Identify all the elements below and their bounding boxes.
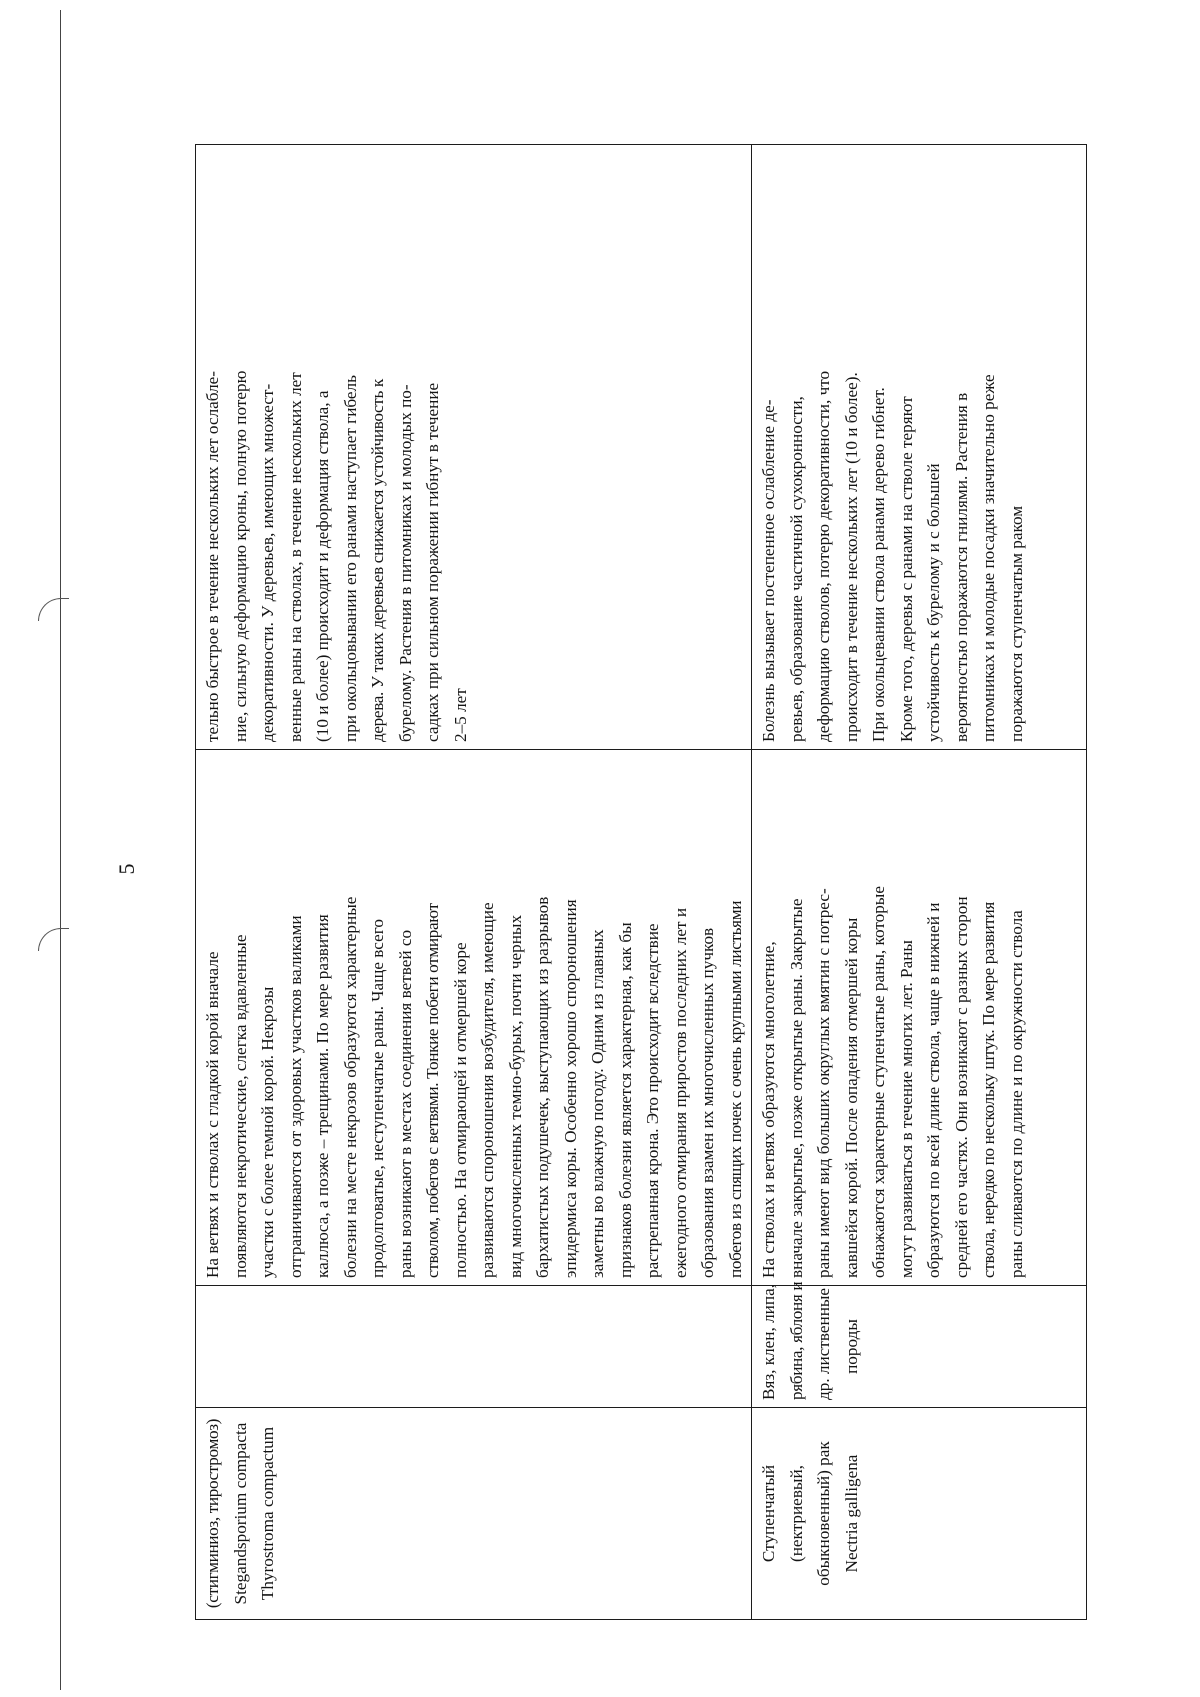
symptoms-cell	[196, 750, 752, 1286]
cell-line: признаков болезни является характерная, как бы	[615, 922, 635, 1278]
cell-line: вид многочисленных темно-бурых, почти черных	[505, 914, 525, 1278]
cell-line: рябина, яблоня и	[786, 1281, 806, 1400]
cell-line: развиваются спороношения возбудителя, имеющие	[478, 902, 497, 1278]
cell-line: обыкновенный) рак	[814, 1441, 833, 1586]
cell-line: эпидермиса коры. Особенно хорошо спороношения	[560, 899, 580, 1278]
cell-line: поражаются ступенчатым раком	[1006, 505, 1026, 742]
cell-line: садках при сильном поражении гибнут в течение	[423, 382, 442, 742]
cell-line: участки с более темной корой. Некрозы	[258, 986, 277, 1278]
cell-line: 2–5 лет	[450, 688, 470, 742]
cell-line: стволом, побегов с ветвями. Тонкие побеги отмирают	[423, 903, 442, 1278]
cell-line: (нектриевый,	[786, 1465, 806, 1562]
host-plants-cell	[196, 1286, 752, 1408]
cell-line: На ветвях и стволах с гладкой корой вначале	[203, 951, 222, 1278]
harm-cell	[752, 145, 1087, 750]
cell-line: вероятностью поражаются гнилями. Растения в	[951, 392, 971, 742]
cell-line: раны имеют вид больших округлых вмятин с потрес-	[814, 888, 833, 1278]
host-plants-cell	[752, 1281, 1087, 1408]
punch-hole-mark	[38, 598, 69, 621]
cell-line: венные раны на стволах, в течение нескольких лет	[285, 372, 305, 742]
punch-hole-mark	[38, 928, 69, 951]
cell-line: На стволах и ветвях образуются многолетние,	[759, 941, 778, 1278]
cell-line: раны возникают в местах соединения ветвей со	[395, 929, 415, 1278]
cell-line: заметны во влажную погоду. Одним из главных	[588, 929, 607, 1278]
cell-line: Stegandsporium compacta	[230, 1422, 250, 1605]
cell-line: средней его частях. Они возникают с разных сторон	[951, 896, 971, 1278]
cell-line: тельно быстрое в течение нескольких лет ослабле-	[203, 370, 222, 742]
cell-line: Кроме того, деревья с ранами на стволе теряют	[896, 396, 916, 742]
cell-line: полностью. На отмирающей и отмершей коре	[450, 942, 470, 1278]
disease-table	[195, 144, 1087, 1620]
cell-line: каллюса, а позже – трещинами. По мере развития	[313, 914, 332, 1278]
cell-line: отграничиваются от здоровых участков валиками	[285, 915, 305, 1278]
page-number: 5	[114, 863, 139, 875]
cell-line: продолговатые, неступенчатые раны. Чаще всего	[368, 919, 387, 1278]
cell-line: дерева. У таких деревьев снижается устойчивость к	[368, 379, 387, 742]
cell-line: Thyrostroma compactum	[258, 1426, 277, 1601]
cell-line: побегов из спящих почек с очень крупными листьями	[725, 900, 745, 1278]
cell-line: ствола, нередко по нескольку штук. По мере развития	[979, 902, 998, 1278]
cell-line: происходит в течение нескольких лет (10 и более).	[841, 372, 861, 742]
cell-line: ревьев, образование частичной сухокронности,	[786, 396, 806, 742]
table-row	[196, 145, 752, 1620]
cell-line: (стигминиоз, тиростромоз)	[203, 1418, 222, 1609]
cell-line: Ступенчатый	[759, 1464, 778, 1563]
cell-line: вначале закрытые, позже открытые раны. Закрытые	[786, 898, 806, 1278]
cell-line: при окольцовывании его ранами наступает гибель	[340, 375, 360, 742]
cell-line: обнажаются характерные ступенчатые раны, которые	[869, 886, 888, 1278]
disease-name-cell	[196, 1408, 752, 1620]
cell-line: питомниках и молодые посадки значительно реже	[979, 374, 998, 742]
cell-line: Болезнь вызывает постепенное ослабление де-	[759, 399, 778, 742]
cell-line: образования взамен их многочисленных пучков	[698, 927, 717, 1278]
cell-line: болезни на месте некрозов образуются характерные	[340, 896, 360, 1278]
cell-line: ние, сильную деформацию кроны, полную потерю	[230, 370, 250, 742]
cell-line: Вяз, клен, липа,	[759, 1284, 778, 1400]
cell-line: бархатистых подушечек, выступающих из разрывов	[533, 896, 552, 1278]
cell-line: буреломy. Растения в питомниках и молодых по-	[395, 384, 415, 742]
harm-cell	[196, 145, 752, 750]
cell-line: декоративности. У деревьев, имеющих множест-	[258, 383, 277, 742]
cell-line: деформацию стволов, потерю декоративности, что	[814, 370, 833, 742]
cell-line: образуются по всей длине ствола, чаще в нижней и	[924, 902, 943, 1278]
cell-line: кавшейся корой. После опадения отмершей коры	[841, 917, 861, 1278]
binding-margin-line	[60, 10, 61, 1690]
cell-line: (10 и более) происходит и деформация ствола, а	[313, 390, 332, 742]
disease-name-cell	[752, 1408, 1087, 1620]
cell-line: появляются некротические, слегка вдавленные	[230, 934, 250, 1278]
cell-line: породы	[841, 1319, 861, 1374]
cell-line: раны сливаются по длине и по окружности ствола	[1006, 910, 1026, 1278]
cell-line: растрепанная крона. Это происходит вследствие	[643, 923, 662, 1278]
table-row	[752, 145, 1087, 1620]
cell-line: ежегодного отмирания приростов последних лет и	[670, 907, 690, 1278]
rotated-table-wrapper	[195, 145, 1065, 1620]
cell-line: др. лиственные	[814, 1287, 833, 1400]
cell-line: устойчивость к буреломy и с большей	[924, 463, 943, 742]
cell-line: могут развиваться в течение многих лет. Раны	[896, 940, 916, 1278]
symptoms-cell	[752, 750, 1087, 1286]
cell-line: Nectria galligena	[841, 1454, 861, 1573]
cell-line: При окольцевании ствола ранами дерево гибнет.	[869, 387, 888, 742]
